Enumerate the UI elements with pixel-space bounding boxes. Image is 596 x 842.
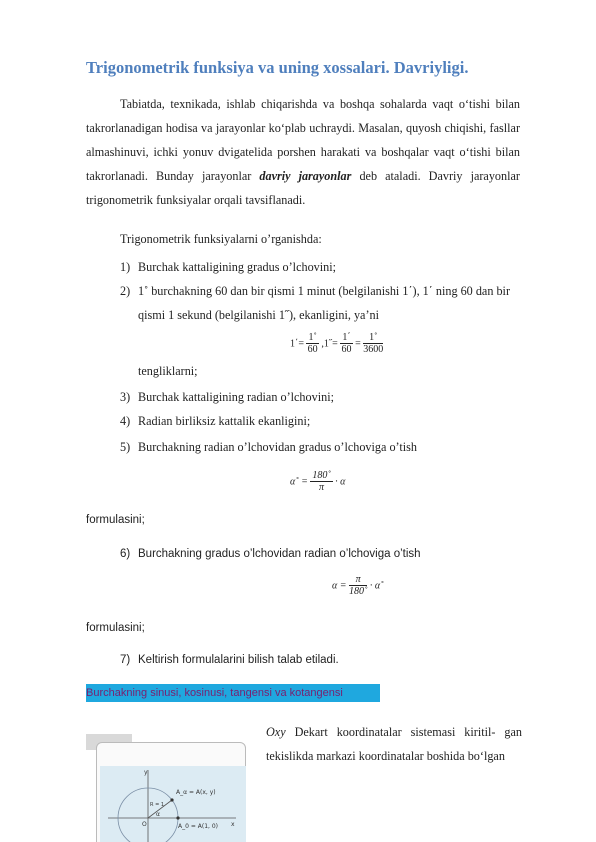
intro-text-2: deb ataladi. Davriy jarayonlar trigonometrik funksiyalar orqali tavsiflanadi. — [86, 169, 520, 207]
point-a-alpha — [170, 798, 173, 801]
list-item-2: 2) 1˚ burchakning 60 dan bir qismi 1 minut (belgilanishi 1΄), 1΄ ning 60 dan bir — [120, 284, 510, 298]
section-heading-highlight: Burchakning sinusi, kosinusi, tangensi va kotangensi — [86, 684, 380, 702]
formula-minute-second: 1΄= $\frac{1˚}{60}$ ,1˝= $\frac{1΄}{60}$ = $\frac{1˚}{3600}$ — [290, 332, 384, 355]
formulasini-1: formulasini; — [86, 514, 145, 526]
intro-paragraph — [86, 92, 520, 212]
list-item-3: 3) Burchak kattaligining radian o’lchovini; — [120, 390, 334, 404]
fraction: $\frac{1΄}{60}$ — [341, 332, 352, 355]
fraction: $\frac{180˚}{\pi}$ — [312, 470, 331, 493]
list-item-4: 4) Radian birliksiz kattalik ekanligini; — [120, 414, 311, 428]
point-a-alpha-label: A_α = A(x, y) — [176, 789, 216, 796]
y-axis-label: y — [144, 769, 148, 776]
alpha-label: α — [156, 811, 160, 818]
formula-deg-to-rad: α = $\frac{\pi}{180˚}$ · α˚ — [332, 574, 384, 597]
list-item-6: 6) Burchakning gradus o’lchovidan radian o’lchoviga o’tish — [120, 548, 421, 560]
oxy-paragraph: Oxy Dekart koordinatalar sistemasi kiritil- gan tekislikda markazi koordinatalar boshida bo‘lgan — [266, 725, 522, 763]
radius-label: R = 1 — [150, 802, 165, 808]
point-a-zero-label: A_0 = A(1, 0) — [178, 823, 218, 830]
unit-circle-figure — [86, 722, 250, 842]
list-item-2-continued: qismi 1 sekund (belgilanishi 1˝), ekanligini, ya’ni — [138, 308, 380, 322]
formulasini-2: formulasini; — [86, 622, 145, 634]
unit-circle-diagram — [86, 722, 250, 842]
intro-bold-term: davriy jarayonlar — [259, 169, 352, 183]
list-item-7: 7) Keltirish formulalarini bilish talab etiladi. — [120, 654, 339, 666]
oxy-symbol: Oxy — [266, 725, 286, 739]
formula-rad-to-deg: α˚ = $\frac{180˚}{\pi}$ · α — [290, 470, 346, 493]
list-item-5: 5) Burchakning radian o’lchovidan gradus o’lchoviga o’tish — [120, 440, 418, 454]
x-axis-label: x — [231, 821, 235, 828]
list-item-1: 1) Burchak kattaligining gradus o’lchovini; — [120, 260, 337, 274]
point-a-zero — [176, 816, 179, 819]
fraction: $\frac{1˚}{60}$ — [307, 332, 318, 355]
page-title: Trigonometrik funksiya va uning xossalari. Davriyligi. — [86, 58, 469, 77]
intro-text-1: Tabiatda, texnikada, ishlab chiqarishda va boshqa sohalarda vaqt o‘tishi bilan takrorlanadigan hodisa va jarayonlar ko‘plab uchraydi. Masalan, quyosh chiqishi, fasllar almashinuvi, ichki yonuv dvigatelida porshen harakati va boshqalar vaqt o‘tishi bilan takrorlanadi. Bunday jarayonlar — [86, 97, 520, 183]
fraction: $\frac{1˚}{3600}$ — [363, 332, 384, 355]
study-heading: Trigonometrik funksiyalarni o’rganishda: — [120, 232, 322, 246]
fraction: $\frac{\pi}{180˚}$ — [349, 574, 368, 597]
origin-label: O — [142, 821, 147, 828]
list-item-2-end: tengliklarni; — [138, 364, 198, 378]
